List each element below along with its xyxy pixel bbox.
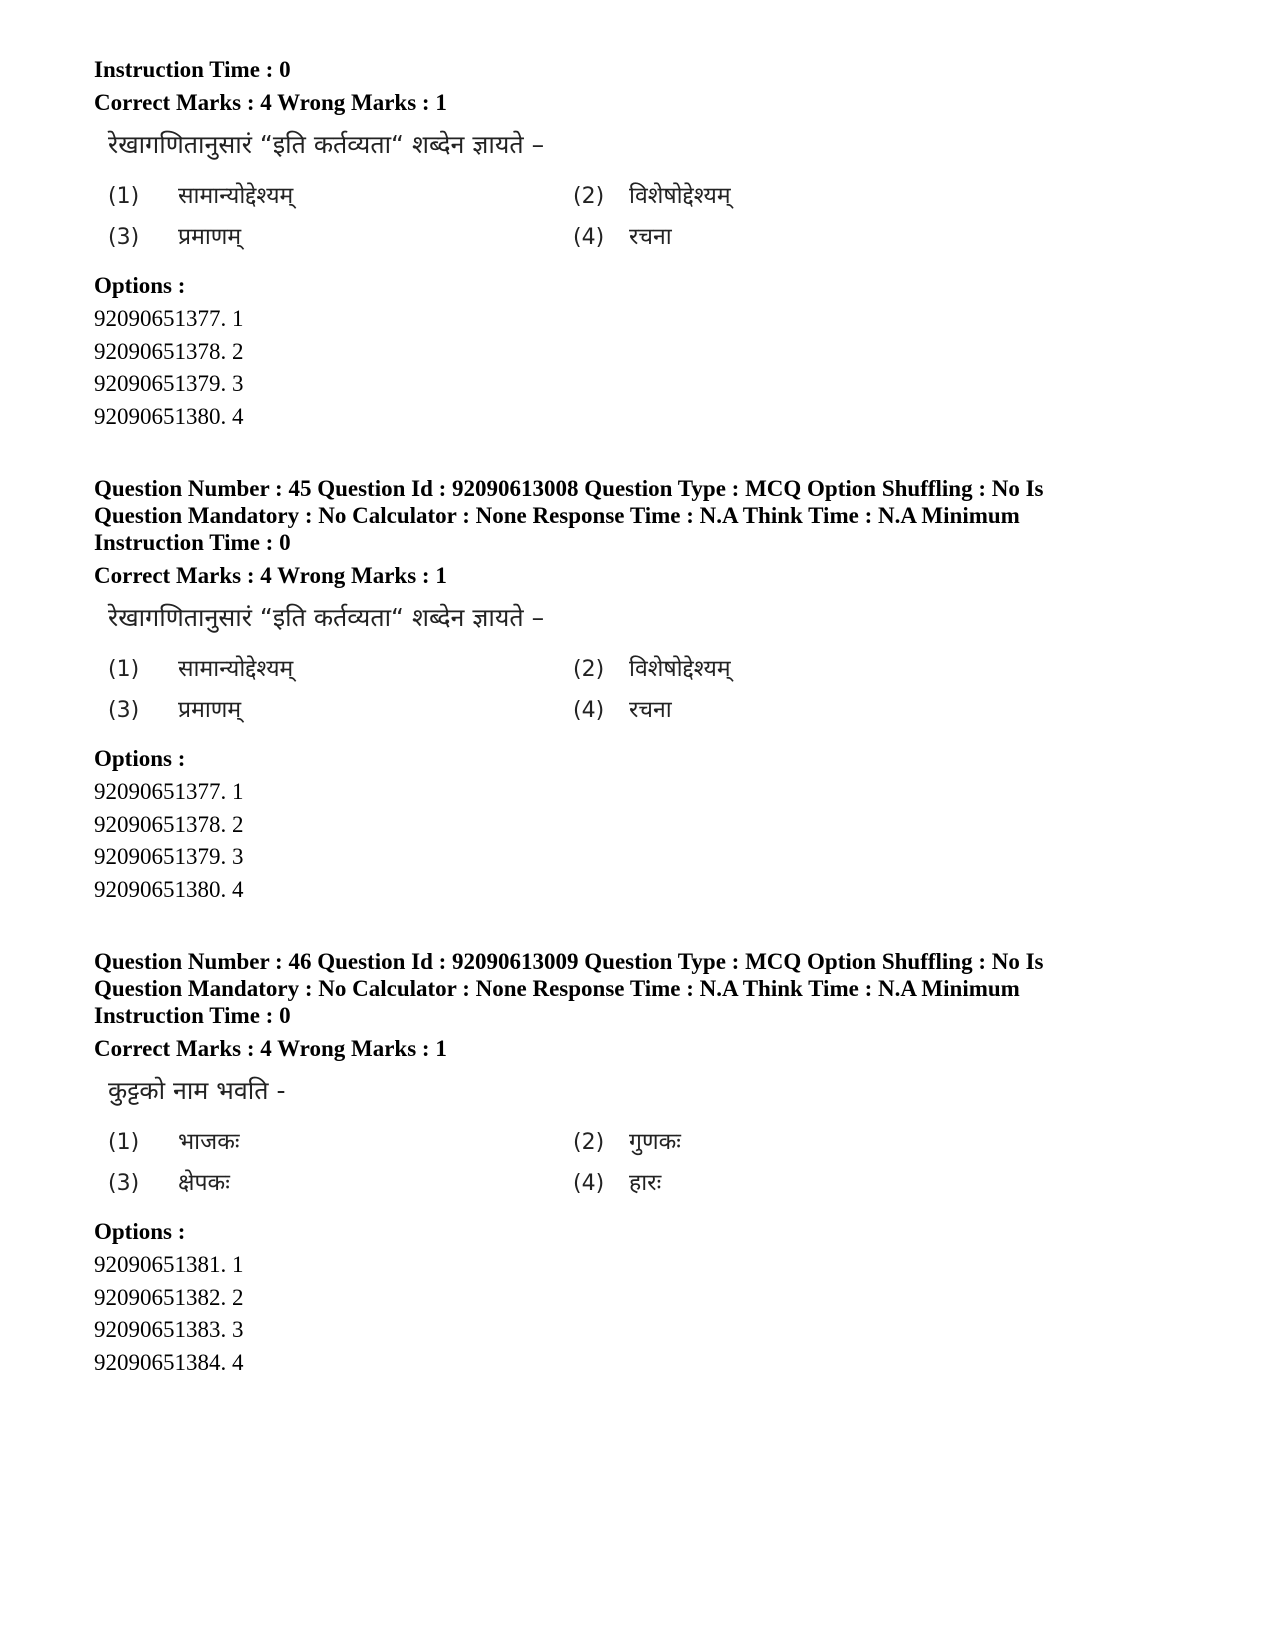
- option-item: 92090651378. 2: [94, 811, 244, 837]
- option-item: 92090651377. 1: [94, 779, 244, 804]
- choice-number: (1): [108, 657, 140, 682]
- choice-text: रचना: [629, 697, 672, 723]
- option-item: 92090651384. 4: [94, 1349, 244, 1375]
- question-content: [108, 1074, 1194, 1200]
- options-list: [94, 776, 1194, 906]
- question-meta: [94, 56, 1194, 83]
- marks-line: Correct Marks : 4 Wrong Marks : 1: [94, 563, 447, 588]
- question-block-44: [94, 56, 1194, 433]
- question-stem: कुट्टको नाम भवति -: [108, 1076, 286, 1105]
- choice-text: गुणकः: [629, 1129, 681, 1155]
- option-item: 92090651382. 2: [94, 1284, 244, 1310]
- question-stem: रेखागणितानुसारं “इति कर्तव्यता“ शब्देन ज्ञायते –: [108, 130, 545, 159]
- question-meta: [94, 948, 1194, 1029]
- choice-number: (2): [573, 184, 605, 209]
- choice-text: सामान्योद्देश्यम्: [178, 656, 294, 682]
- document-page: [94, 56, 1194, 1379]
- choice-text: विशेषोद्देश्यम्: [629, 183, 731, 209]
- choice-grid: [108, 180, 1194, 254]
- choice-number: (3): [108, 225, 140, 250]
- question-stem: रेखागणितानुसारं “इति कर्तव्यता“ शब्देन ज्ञायते –: [108, 603, 545, 632]
- question-block-46: [94, 948, 1194, 1379]
- meta-line: Instruction Time : 0: [94, 530, 291, 555]
- choice-number: (3): [108, 1171, 140, 1196]
- meta-line: Question Mandatory : No Calculator : None Response Time : N.A Think Time : N.A Minimum: [94, 976, 1020, 1001]
- choice-number: (4): [573, 225, 605, 250]
- meta-line: Instruction Time : 0: [94, 57, 291, 82]
- option-item: 92090651379. 3: [94, 844, 244, 869]
- choice-grid: [108, 1126, 1194, 1200]
- options-label: Options :: [94, 273, 186, 298]
- choice-text: हारः: [629, 1170, 662, 1196]
- question-block-45: [94, 475, 1194, 906]
- question-content: [108, 128, 1194, 254]
- meta-line: Instruction Time : 0: [94, 1003, 291, 1028]
- choice-text: सामान्योद्देश्यम्: [178, 183, 294, 209]
- choice-text: रचना: [629, 224, 672, 250]
- choice-number: (4): [573, 1171, 605, 1196]
- choice-number: (1): [108, 1130, 140, 1155]
- option-item: 92090651377. 1: [94, 306, 244, 331]
- option-item: 92090651381. 1: [94, 1252, 244, 1277]
- option-item: 92090651380. 4: [94, 403, 244, 429]
- choice-text: क्षेपकः: [178, 1170, 230, 1196]
- choice-text: प्रमाणम्: [178, 224, 242, 250]
- choice-grid: [108, 653, 1194, 727]
- options-label: Options :: [94, 746, 186, 771]
- meta-line: Question Mandatory : No Calculator : None Response Time : N.A Think Time : N.A Minimum: [94, 503, 1020, 528]
- marks-line: Correct Marks : 4 Wrong Marks : 1: [94, 90, 447, 115]
- choice-text: विशेषोद्देश्यम्: [629, 656, 731, 682]
- marks-line: Correct Marks : 4 Wrong Marks : 1: [94, 1036, 447, 1061]
- option-item: 92090651378. 2: [94, 338, 244, 364]
- choice-text: प्रमाणम्: [178, 697, 242, 723]
- options-label: Options :: [94, 1219, 186, 1244]
- choice-number: (1): [108, 184, 140, 209]
- options-list: [94, 303, 1194, 433]
- question-meta: [94, 475, 1194, 556]
- option-item: 92090651383. 3: [94, 1317, 244, 1342]
- options-list: [94, 1249, 1194, 1379]
- meta-line: Question Number : 45 Question Id : 92090613008 Question Type : MCQ Option Shuffling : No Is: [94, 476, 1044, 501]
- option-item: 92090651379. 3: [94, 371, 244, 396]
- meta-line: Question Number : 46 Question Id : 92090613009 Question Type : MCQ Option Shuffling : No Is: [94, 949, 1044, 974]
- choice-number: (2): [573, 657, 605, 682]
- question-content: [108, 601, 1194, 727]
- choice-text: भाजकः: [178, 1129, 240, 1155]
- option-item: 92090651380. 4: [94, 876, 244, 902]
- choice-number: (2): [573, 1130, 605, 1155]
- choice-number: (3): [108, 698, 140, 723]
- choice-number: (4): [573, 698, 605, 723]
